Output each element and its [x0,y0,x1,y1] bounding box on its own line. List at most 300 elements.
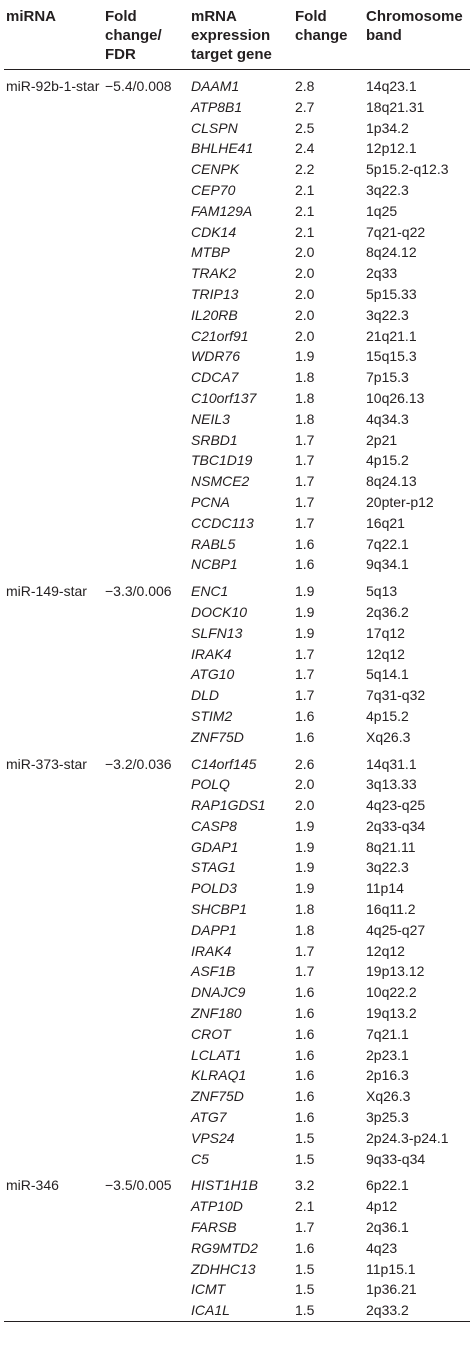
mirna-cell [4,1065,103,1086]
fold-change-cell: 1.7 [295,666,315,683]
chromosome-band-cell: 2q33.2 [366,1302,409,1319]
chromosome-band-cell: 8q21.11 [366,838,416,855]
fold-change-cell: 1.6 [295,535,315,552]
fold-change-cell: 1.6 [295,1025,315,1042]
mirna-cell [4,706,103,727]
chromosome-band-cell: 2p21 [366,431,398,448]
fold-fdr-cell [103,837,189,858]
fold-fdr-cell [103,727,189,748]
fold-change-cell: 1.9 [295,624,315,641]
chromosome-band-cell: 2q33-q34 [366,817,426,834]
table-row [4,70,470,97]
fold-change-cell: 1.7 [295,942,315,959]
chromosome-band-cell: 7q31-q32 [366,687,426,704]
target-gene-cell: DAPP1 [191,921,237,938]
fold-fdr-cell [103,346,189,367]
mirna-cell [4,1086,103,1107]
fold-change-cell: 2.1 [295,202,315,219]
chromosome-band-cell: 3q22.3 [366,181,409,198]
chromosome-band-cell: 2q36.1 [366,1219,409,1236]
mirna-cell [4,118,103,139]
mirna-cell [4,1024,103,1045]
header-chromosome-band: Chromosome band [366,8,463,44]
target-gene-cell: ZDHHC13 [191,1260,256,1277]
table-row [4,1086,470,1107]
mirna-cell [4,1107,103,1128]
fold-fdr-cell [103,961,189,982]
fold-change-cell: 1.8 [295,921,315,938]
table-row [4,409,470,430]
target-gene-cell: STIM2 [191,707,233,724]
table-row [4,471,470,492]
target-gene-cell: ATP8B1 [191,98,243,115]
fold-fdr-cell [103,982,189,1003]
mirna-cell [4,1279,103,1300]
chromosome-band-cell: 7p15.3 [366,369,409,386]
fold-change-cell: 2.0 [295,327,315,344]
fold-fdr-cell [103,1196,189,1217]
mirna-cell [4,1196,103,1217]
target-gene-cell: TRAK2 [191,265,237,282]
fold-fdr-cell [103,138,189,159]
fold-change-cell: 1.6 [295,728,315,745]
table-row [4,920,470,941]
chromosome-band-cell: 6p22.1 [366,1177,409,1194]
target-gene-cell: ASF1B [191,963,236,980]
chromosome-band-cell: 12q12 [366,645,405,662]
chromosome-band-cell: 7q21-q22 [366,223,426,240]
fold-change-cell: 1.8 [295,389,315,406]
fold-change-cell: 2.0 [295,797,315,814]
mirna-cell [4,305,103,326]
chromosome-band-cell: 2p24.3-p24.1 [366,1129,449,1146]
mirna-cell [4,97,103,118]
table-row [4,1065,470,1086]
target-gene-cell: ZNF180 [191,1005,242,1022]
mirna-cell [4,1217,103,1238]
fold-fdr-cell [103,816,189,837]
chromosome-band-cell: 2q36.2 [366,603,409,620]
fold-fdr-cell [103,263,189,284]
fold-fdr-cell [103,644,189,665]
fold-fdr-cell [103,1279,189,1300]
fold-change-cell: 2.8 [295,78,315,94]
table-row [4,346,470,367]
target-gene-cell: MTBP [191,244,230,261]
mirna-cell [4,961,103,982]
target-gene-cell: C21orf91 [191,327,249,344]
target-gene-cell: PCNA [191,493,230,510]
mirna-cell [4,554,103,575]
mirna-cell [4,837,103,858]
mirna-cell [4,685,103,706]
mirna-cell [4,1238,103,1259]
fold-change-cell: 1.9 [295,603,315,620]
mirna-cell [4,920,103,941]
fold-fdr-cell [103,623,189,644]
chromosome-band-cell: 3q22.3 [366,859,409,876]
fold-fdr-cell [103,1149,189,1170]
fold-fdr-cell [103,97,189,118]
mirna-cell [4,1003,103,1024]
fold-change-cell: 2.0 [295,306,315,323]
fold-change-cell: 2.1 [295,223,315,240]
fold-change-cell: 1.9 [295,880,315,897]
fold-fdr-cell [103,554,189,575]
fold-fdr-cell [103,795,189,816]
mirna-cell [4,513,103,534]
chromosome-band-cell: 4q23-q25 [366,797,426,814]
fold-change-cell: 1.8 [295,410,315,427]
target-gene-cell: DAAM1 [191,78,240,94]
fold-change-cell: 2.4 [295,140,315,157]
mirna-cell [4,664,103,685]
mirna-cell [4,1259,103,1280]
fold-change-cell: 1.6 [295,1005,315,1022]
table-row [4,748,470,775]
mirna-cell [4,430,103,451]
fold-fdr-cell [103,326,189,347]
mirna-cell [4,471,103,492]
mirna-cell [4,623,103,644]
fold-change-cell: 2.5 [295,119,315,136]
table-row [4,1217,470,1238]
chromosome-band-cell: 9q34.1 [366,556,409,573]
chromosome-band-cell: 4q23 [366,1239,398,1256]
table-row [4,602,470,623]
fold-change-cell: 1.5 [295,1150,315,1167]
fold-change-cell: 1.7 [295,431,315,448]
fold-fdr-cell [103,602,189,623]
fold-change-cell: 1.6 [295,707,315,724]
fold-fdr-cell [103,534,189,555]
target-gene-cell: SHCBP1 [191,901,248,918]
table-row [4,513,470,534]
fold-fdr-cell [103,513,189,534]
fold-fdr-cell [103,899,189,920]
chromosome-band-cell: 12q12 [366,942,405,959]
fold-fdr-cell [103,1065,189,1086]
fold-fdr-cell [103,857,189,878]
target-gene-cell: C10orf137 [191,389,257,406]
mirna-cell [4,816,103,837]
fold-fdr-cell [103,222,189,243]
mirna-cell [4,326,103,347]
fold-change-cell: 1.6 [295,1067,315,1084]
table-row [4,706,470,727]
target-gene-cell: ATG10 [191,666,235,683]
chromosome-band-cell: Xq26.3 [366,728,411,745]
table-row [4,180,470,201]
table-row [4,263,470,284]
fold-fdr-cell [103,1024,189,1045]
target-gene-cell: ICA1L [191,1302,230,1319]
header-fold-fdr: Fold change/ FDR [105,8,162,63]
target-gene-cell: DLD [191,687,220,704]
table-row [4,326,470,347]
mirna-cell [4,138,103,159]
target-gene-cell: NEIL3 [191,410,230,427]
target-gene-cell: BHLHE41 [191,140,254,157]
fold-change-cell: 2.0 [295,244,315,261]
mirna-cell [4,727,103,748]
table-row [4,388,470,409]
target-gene-cell: KLRAQ1 [191,1067,247,1084]
table-row [4,159,470,180]
table-row [4,492,470,513]
mirna-cell [4,795,103,816]
target-gene-cell: NSMCE2 [191,473,250,490]
mirna-cell [4,1300,103,1321]
table-row [4,941,470,962]
chromosome-band-cell: 1p36.21 [366,1281,417,1298]
mirna-cell [4,263,103,284]
fold-fdr-cell [103,1107,189,1128]
fold-change-cell: 1.8 [295,901,315,918]
chromosome-band-cell: 2p16.3 [366,1067,409,1084]
fold-fdr-cell [103,180,189,201]
table-row [4,1279,470,1300]
chromosome-band-cell: 20pter-p12 [366,493,434,510]
target-gene-cell: ZNF75D [191,728,244,745]
table-row [4,878,470,899]
table-header [4,0,470,70]
mirna-cell [4,180,103,201]
target-gene-cell: FARSB [191,1219,237,1236]
fold-change-cell: 1.6 [295,1239,315,1256]
mirna-cell [4,941,103,962]
fold-change-cell: 1.7 [295,493,315,510]
fold-change-cell: 1.7 [295,687,315,704]
target-gene-cell: CASP8 [191,817,237,834]
mirna-cell [4,878,103,899]
fold-fdr-cell [103,305,189,326]
table-row [4,450,470,471]
fold-fdr-cell [103,284,189,305]
chromosome-band-cell: 2q33 [366,265,398,282]
chromosome-band-cell: 4p15.2 [366,707,409,724]
table-row [4,534,470,555]
target-gene-cell: STAG1 [191,859,236,876]
fold-fdr-cell [103,706,189,727]
target-gene-cell: DNAJC9 [191,984,246,1001]
target-gene-cell: SLFN13 [191,624,243,641]
mirna-cell [4,409,103,430]
chromosome-band-cell: 8q24.12 [366,244,417,261]
mirna-cell [4,222,103,243]
fold-fdr-cell [103,1259,189,1280]
mirna-cell [4,346,103,367]
fold-change-cell: 2.1 [295,181,315,198]
target-gene-cell: TBC1D19 [191,452,253,469]
target-gene-cell: NCBP1 [191,556,238,573]
chromosome-band-cell: 12p12.1 [366,140,417,157]
chromosome-band-cell: 9q33-q34 [366,1150,426,1167]
fold-change-cell: 2.6 [295,755,315,772]
table-row [4,201,470,222]
table-row [4,816,470,837]
target-gene-cell: CLSPN [191,119,238,136]
mirna-cell [4,388,103,409]
mirna-cell: miR-373-star [6,755,87,772]
table-row [4,644,470,665]
fold-fdr-cell: −3.3/0.006 [105,583,172,600]
table-row [4,623,470,644]
chromosome-band-cell: 18q21.31 [366,98,425,115]
target-gene-cell: RG9MTD2 [191,1239,258,1256]
target-gene-cell: POLQ [191,776,230,793]
chromosome-band-cell: Xq26.3 [366,1088,411,1105]
chromosome-band-cell: 4p15.2 [366,452,409,469]
target-gene-cell: ATG7 [191,1109,227,1126]
target-gene-cell: CEP70 [191,181,236,198]
mirna-cell [4,774,103,795]
table-row [4,1128,470,1149]
chromosome-band-cell: 19q13.2 [366,1005,417,1022]
chromosome-band-cell: 4q25-q27 [366,921,426,938]
fold-fdr-cell [103,920,189,941]
mirna-cell: miR-149-star [6,583,87,600]
fold-change-cell: 1.7 [295,452,315,469]
fold-change-cell: 1.5 [295,1129,315,1146]
fold-fdr-cell [103,685,189,706]
mirna-cell [4,982,103,1003]
mirna-cell [4,450,103,471]
chromosome-band-cell: 4p12 [366,1198,398,1215]
table-row [4,222,470,243]
mirna-cell [4,284,103,305]
fold-change-cell: 1.9 [295,838,315,855]
fold-fdr-cell [103,388,189,409]
fold-fdr-cell [103,878,189,899]
chromosome-band-cell: 5q13 [366,583,398,600]
table-row [4,1024,470,1045]
mirna-cell [4,534,103,555]
mirna-cell [4,1045,103,1066]
table-row [4,1149,470,1170]
fold-fdr-cell [103,450,189,471]
table-row [4,857,470,878]
fold-fdr-cell: −5.4/0.008 [105,78,172,94]
table-row [4,97,470,118]
table-row [4,664,470,685]
fold-change-cell: 2.7 [295,98,315,115]
target-gene-cell: HIST1H1B [191,1177,258,1194]
mirna-target-table [4,0,470,1322]
table-row [4,575,470,602]
fold-fdr-cell [103,1045,189,1066]
fold-change-cell: 1.7 [295,473,315,490]
chromosome-band-cell: 1q25 [366,202,398,219]
chromosome-band-cell: 10q22.2 [366,984,417,1001]
chromosome-band-cell: 3p25.3 [366,1109,409,1126]
chromosome-band-cell: 21q21.1 [366,327,417,344]
table-row [4,1238,470,1259]
fold-fdr-cell [103,201,189,222]
table-row [4,961,470,982]
fold-fdr-cell [103,1238,189,1259]
target-gene-cell: ENC1 [191,583,229,600]
fold-fdr-cell [103,774,189,795]
mirna-cell: miR-346 [6,1177,59,1194]
table-row [4,982,470,1003]
fold-fdr-cell [103,492,189,513]
table-row [4,1045,470,1066]
target-gene-cell: RAP1GDS1 [191,797,266,814]
table-row [4,795,470,816]
fold-fdr-cell [103,118,189,139]
fold-fdr-cell [103,409,189,430]
table-row [4,727,470,748]
chromosome-band-cell: 7q21.1 [366,1025,409,1042]
fold-change-cell: 1.8 [295,369,315,386]
fold-change-cell: 1.9 [295,583,315,600]
chromosome-band-cell: 7q22.1 [366,535,409,552]
target-gene-cell: LCLAT1 [191,1046,242,1063]
chromosome-band-cell: 5p15.33 [366,285,417,302]
fold-fdr-cell [103,471,189,492]
table-row [4,305,470,326]
fold-change-cell: 2.0 [295,285,315,302]
mirna-cell [4,857,103,878]
table-row [4,1107,470,1128]
target-gene-cell: TRIP13 [191,285,239,302]
target-gene-cell: GDAP1 [191,838,239,855]
fold-fdr-cell [103,159,189,180]
fold-fdr-cell [103,367,189,388]
fold-change-cell: 1.7 [295,1219,315,1236]
chromosome-band-cell: 19p13.12 [366,963,425,980]
fold-fdr-cell [103,242,189,263]
chromosome-band-cell: 15q15.3 [366,348,417,365]
chromosome-band-cell: 8q24.13 [366,473,417,490]
target-gene-cell: CDK14 [191,223,237,240]
fold-change-cell: 1.6 [295,984,315,1001]
table-row [4,1003,470,1024]
target-gene-cell: ZNF75D [191,1088,244,1105]
mirna-cell [4,242,103,263]
chromosome-band-cell: 16q21 [366,514,405,531]
fold-change-cell: 2.0 [295,776,315,793]
mirna-cell [4,899,103,920]
fold-change-cell: 1.9 [295,859,315,876]
target-gene-cell: CENPK [191,161,240,178]
target-gene-cell: C14orf145 [191,755,257,772]
chromosome-band-cell: 14q23.1 [366,78,417,94]
fold-change-cell: 2.1 [295,1198,315,1215]
mirna-cell [4,201,103,222]
fold-fdr-cell [103,1086,189,1107]
target-gene-cell: RABL5 [191,535,236,552]
fold-change-cell: 2.2 [295,161,315,178]
chromosome-band-cell: 5q14.1 [366,666,409,683]
header-fold-change: Fold change [295,8,348,44]
table-row [4,138,470,159]
target-gene-cell: WDR76 [191,348,241,365]
target-gene-cell: DOCK10 [191,603,248,620]
target-gene-cell: IL20RB [191,306,238,323]
target-gene-cell: CDCA7 [191,369,239,386]
target-gene-cell: CCDC113 [191,514,254,531]
mirna-cell [4,367,103,388]
table-row [4,1196,470,1217]
chromosome-band-cell: 1p34.2 [366,119,409,136]
fold-change-cell: 2.0 [295,265,315,282]
table-row [4,284,470,305]
table-row [4,242,470,263]
fold-fdr-cell [103,664,189,685]
table-row [4,837,470,858]
